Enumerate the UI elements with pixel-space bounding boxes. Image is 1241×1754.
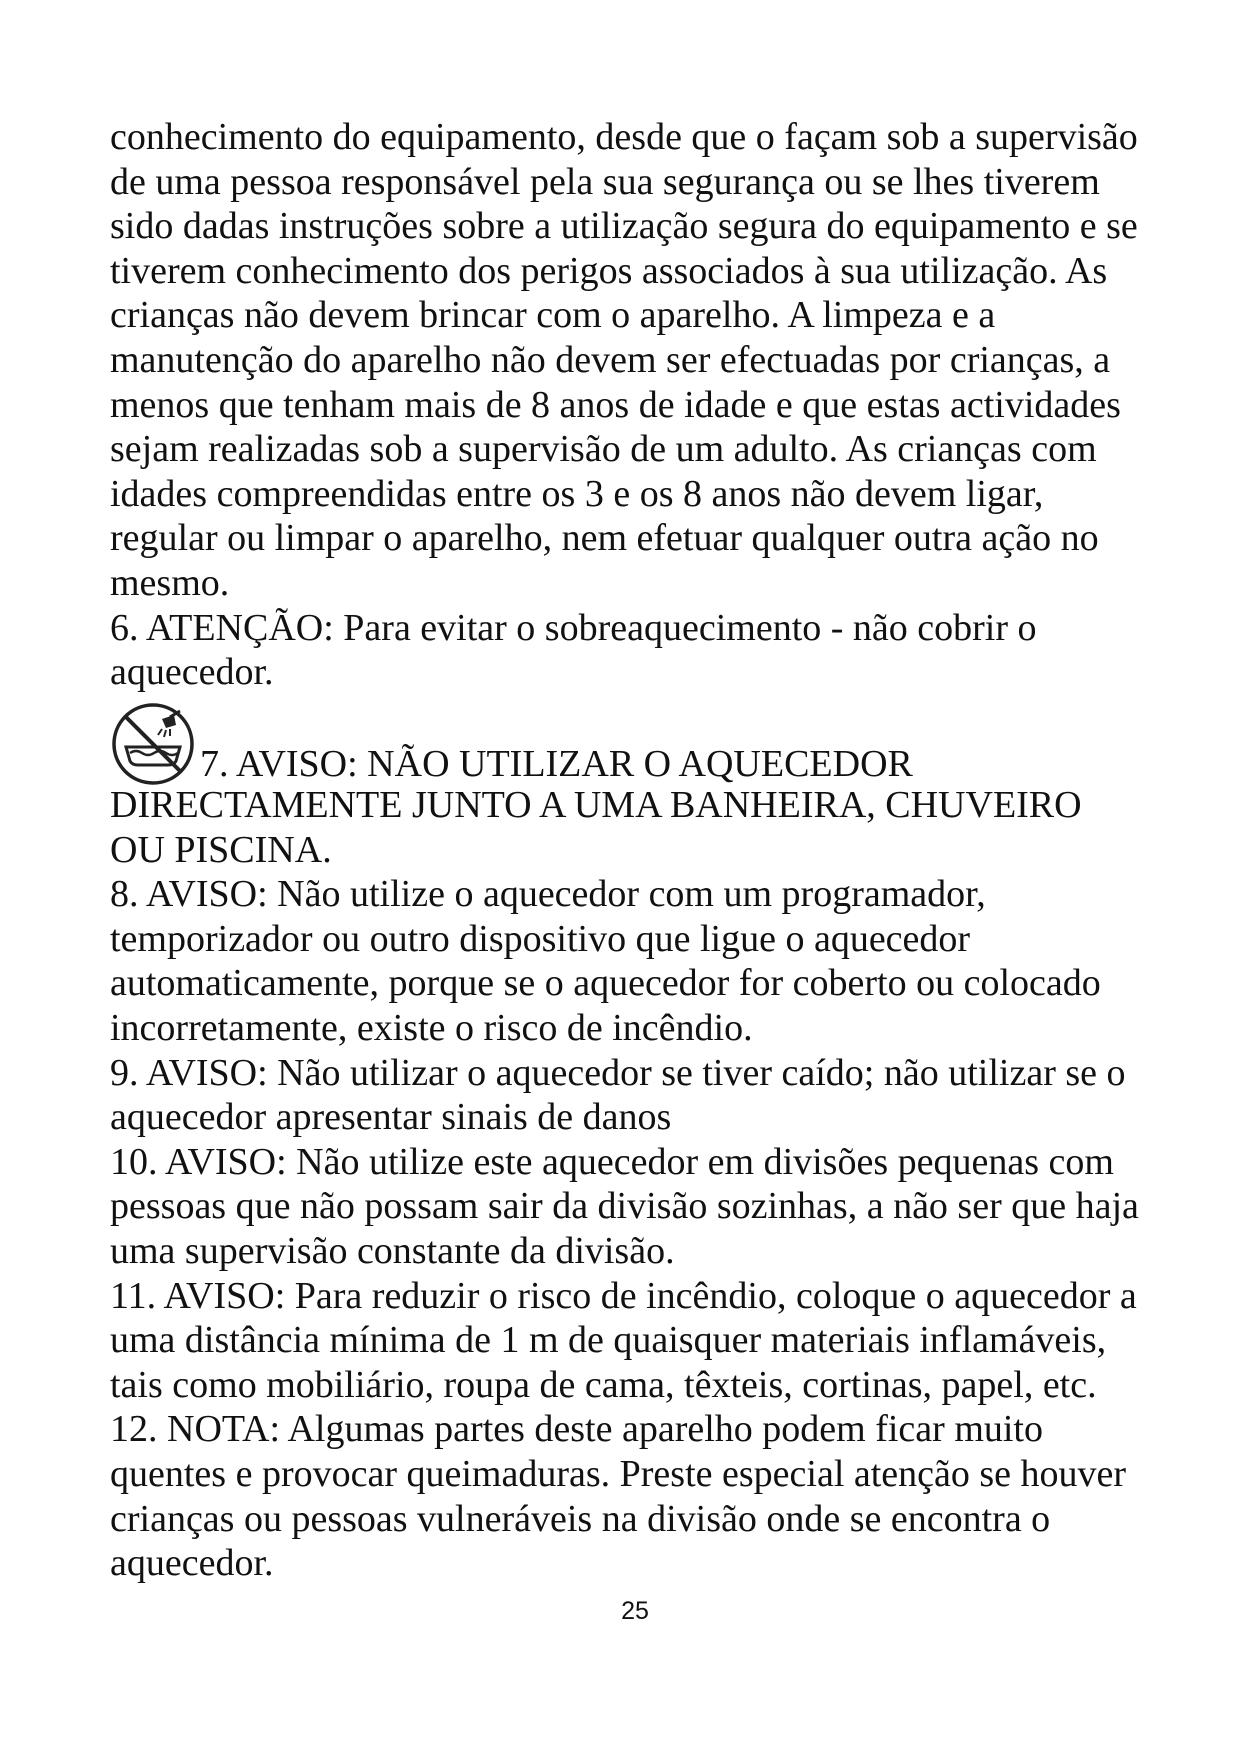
text-line: crianças não devem brincar com o aparelho. A limpeza e a (110, 294, 996, 337)
body-text-top (110, 115, 1190, 695)
text-line: manutenção do aparelho não devem ser efectuadas por crianças, a (110, 338, 1111, 381)
text-line: incorretamente, existe o risco de incêndio. (110, 1006, 753, 1049)
warning-first-line: 7. AVISO: NÃO UTILIZAR O AQUECEDOR (200, 743, 913, 786)
text-line: sejam realizadas sob a supervisão de um adulto. As crianças com (110, 428, 1097, 471)
text-line: 6. ATENÇÃO: Para evitar o sobreaquecimento - não cobrir o (110, 606, 1037, 649)
text-line: tais como mobiliário, roupa de cama, têxteis, cortinas, papel, etc. (110, 1363, 1097, 1406)
text-line: uma supervisão constante da divisão. (110, 1229, 675, 1272)
text-line: de uma pessoa responsável pela sua segurança ou se lhes tiverem (110, 160, 1100, 203)
text-line: 8. AVISO: Não utilize o aquecedor com um programador, (110, 873, 986, 916)
text-line: idades compreendidas entre os 3 e os 8 anos não devem ligar, (110, 472, 1044, 515)
text-line: mesmo. (110, 561, 230, 604)
text-line: temporizador ou outro dispositivo que ligue o aquecedor (110, 917, 971, 960)
text-line: sido dadas instruções sobre a utilização segura do equipamento e se (110, 205, 1138, 248)
text-line: 10. AVISO: Não utilize este aquecedor em divisões pequenas com (110, 1140, 1114, 1183)
text-line: automaticamente, porque se o aquecedor for coberto ou colocado (110, 962, 1101, 1005)
no-bath-icon (110, 701, 196, 787)
warning-item-7 (110, 697, 913, 787)
text-line: 9. AVISO: Não utilizar o aquecedor se tiver caído; não utilizar se o (110, 1051, 1126, 1094)
text-line: uma distância mínima de 1 m de quaisquer materiais inflamáveis, (110, 1319, 1107, 1362)
text-line: aquecedor apresentar sinais de danos (110, 1096, 672, 1139)
text-line: tiverem conhecimento dos perigos associados à sua utilização. As (110, 249, 1108, 292)
text-line: aquecedor. (110, 1542, 274, 1585)
text-line: DIRECTAMENTE JUNTO A UMA BANHEIRA, CHUVEIRO (110, 784, 1082, 826)
text-line: 11. AVISO: Para reduzir o risco de incêndio, coloque o aquecedor a (110, 1274, 1137, 1317)
text-line: aquecedor. (110, 651, 274, 694)
text-line: OU PISCINA. (110, 828, 332, 871)
text-line: menos que tenham mais de 8 anos de idade e que estas actividades (110, 383, 1121, 426)
text-line: regular ou limpar o aparelho, nem efetuar qualquer outra ação no (110, 517, 1099, 560)
text-line: 12. NOTA: Algumas partes deste aparelho podem ficar muito (110, 1408, 1043, 1451)
page-number: 25 (621, 1597, 649, 1625)
body-text-bottom (110, 783, 1190, 1586)
text-line: quentes e provocar queimaduras. Preste especial atenção se houver (110, 1452, 1127, 1495)
text-line: pessoas que não possam sair da divisão sozinhas, a não ser que haja (110, 1185, 1139, 1228)
text-line: conhecimento do equipamento, desde que o façam sob a supervisão (110, 116, 1138, 158)
text-line: crianças ou pessoas vulneráveis na divisão onde se encontra o (110, 1497, 1051, 1540)
